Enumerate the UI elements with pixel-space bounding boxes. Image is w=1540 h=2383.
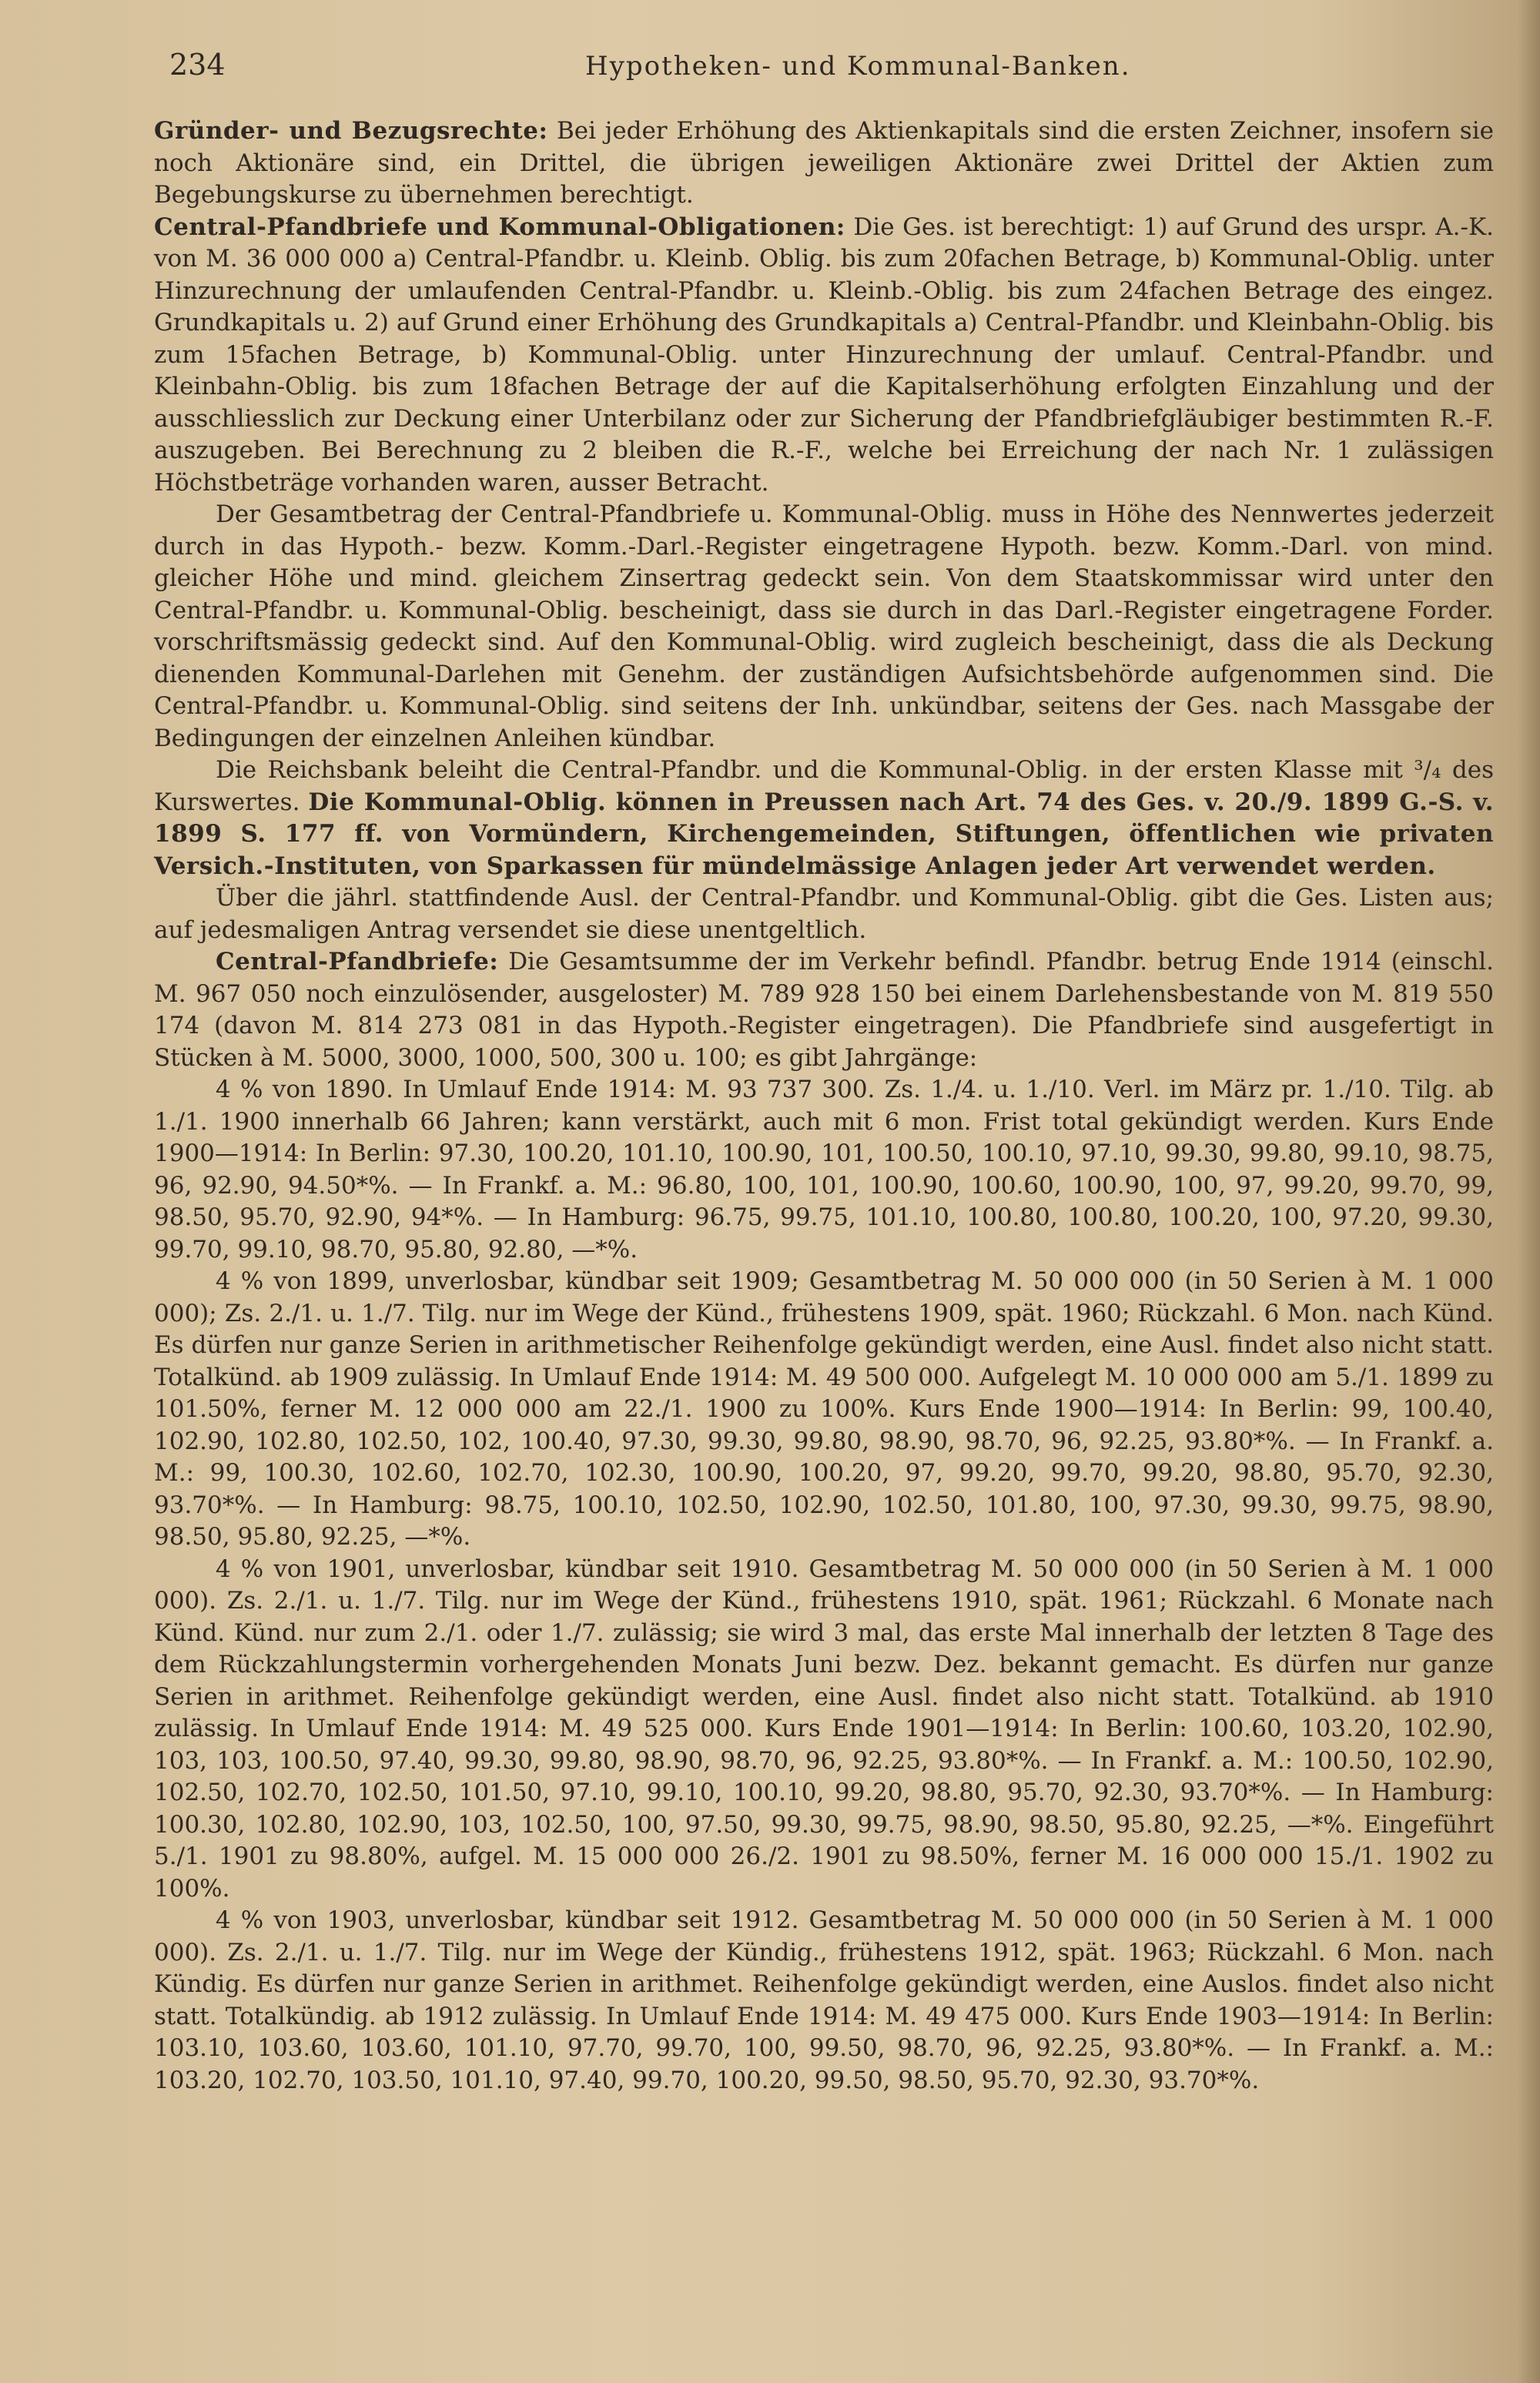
paragraph-central-pfandbriefe: [154, 946, 1494, 1074]
paragraph-bold-text: Die Kommunal-Oblig. können in Preussen nach Art. 74 des Ges. v. 20./9. 1899 G.-S. v. 1899 S. 177 ff. von Vormündern, Kirchengemeinden, Stiftungen, öffentlichen wie privaten Versich.-Instituten, von Sparkassen für mündelmässige Anlagen jeder Art verwendet werden.: [154, 788, 1494, 880]
paragraph-issue-1901: [154, 1554, 1494, 1906]
paragraph-text: Die Ges. ist berechtigt: 1) auf Grund des urspr. A.-K. von M. 36 000 000 a) Central-Pfandbr. u. Kleinb. Oblig. bis zum 20fachen Betrage, b) Kommunal-Oblig. unter Hinzurechnung der umlaufenden Central-Pfandbr. u. Kleinb.-Oblig. bis zum 24fachen Betrage des eingez. Grundkapitals u. 2) auf Grund einer Erhöhung des Grundkapitals a) Central-Pfandbr. und Kleinbahn-Oblig. bis zum 15fachen Betrage, b) Kommunal-Oblig. unter Hinzurechnung der umlauf. Central-Pfandbr. und Kleinbahn-Oblig. bis zum 18fachen Betrage der auf die Kapitalserhöhung erfolgten Einzahlung und der ausschliesslich zur Deckung einer Unterbilanz oder zur Sicherung der Pfandbriefgläubiger bestimmten R.-F. auszugeben. Bei Berechnung zu 2 bleiben die R.-F., welche bei Erreichung der nach Nr. 1 zulässigen Höchstbeträge vorhanden waren, ausser Betracht.: [154, 213, 1494, 497]
page-body: [154, 115, 1494, 2097]
paragraph-text: 4 % von 1903, unverlosbar, kündbar seit 1912. Gesamtbetrag M. 50 000 000 (in 50 Serien à M. 1 000 000). Zs. 2./1. u. 1./7. Tilg. nur im Wege der Kündig., frühestens 1912, spät. 1963; Rückzahl. 6 Mon. nach Kündig. Es dürfen nur ganze Serien in arithmet. Reihenfolge gekündigt werden, eine Auslos. findet also nicht statt. Totalkündig. ab 1912 zulässig. In Umlauf Ende 1914: M. 49 475 000. Kurs Ende 1903—1914: In Berlin: 103.10, 103.60, 103.60, 101.10, 97.70, 99.70, 100, 99.50, 98.70, 96, 92.25, 93.80*%. — In Frankf. a. M.: 103.20, 102.70, 103.50, 101.10, 97.40, 99.70, 100.20, 99.50, 98.50, 95.70, 92.30, 93.70*%.: [154, 1906, 1494, 2094]
paragraph-text: Die Gesamtsumme der im Verkehr befindl. Pfandbr. betrug Ende 1914 (einschl. M. 967 050 noch einzulösender, ausgeloster) M. 789 928 150 bei einem Darlehensbestande von M. 819 550 174 (davon M. 814 273 081 in das Hypoth.-Register eingetragen). Die Pfandbriefe sind ausgefertigt in Stücken à M. 5000, 3000, 1000, 500, 300 u. 100; es gibt Jahrgänge:: [154, 948, 1495, 1072]
paragraph-heading: Central-Pfandbriefe:: [216, 948, 499, 976]
page-edge-shadow: [1517, 0, 1540, 2383]
paragraph-text: Der Gesamtbetrag der Central-Pfandbriefe u. Kommunal-Oblig. muss in Höhe des Nennwertes jederzeit durch in das Hypoth.- bezw. Komm.-Darl.-Register eingetragene Hypoth. bezw. Komm.-Darl. von mind. gleicher Höhe und mind. gleichem Zinsertrag gedeckt sein. Von dem Staatskommissar wird unter den Central-Pfandbr. u. Kommunal-Oblig. bescheinigt, dass sie durch in das Darl.-Register eingetragene Forder. vorschriftsmässig gedeckt sind. Auf den Kommunal-Oblig. wird zugleich bescheinigt, dass die als Deckung dienenden Kommunal-Darlehen mit Genehm. der zuständigen Aufsichtsbehörde aufgenommen sind. Die Central-Pfandbr. u. Kommunal-Oblig. sind seitens der Inh. unkündbar, seitens der Ges. nach Massgabe der Bedingungen der einzelnen Anleihen kündbar.: [154, 500, 1494, 752]
paragraph-text: 4 % von 1890. In Umlauf Ende 1914: M. 93 737 300. Zs. 1./4. u. 1./10. Verl. im März pr. 1./10. Tilg. ab 1./1. 1900 innerhalb 66 Jahren; kann verstärkt, auch mit 6 mon. Frist total gekündigt werden. Kurs Ende 1900—1914: In Berlin: 97.30, 100.20, 101.10, 100.90, 101, 100.50, 100.10, 97.10, 99.30, 99.80, 99.10, 98.75, 96, 92.90, 94.50*%. — In Frankf. a. M.: 96.80, 100, 101, 100.90, 100.60, 100.90, 100, 97, 99.20, 99.70, 99, 98.50, 95.70, 92.90, 94*%. — In Hamburg: 96.75, 99.75, 101.10, 100.80, 100.80, 100.20, 100, 97.20, 99.30, 99.70, 99.10, 98.70, 95.80, 92.80, —*%.: [154, 1076, 1494, 1263]
paragraph-reichsbank: [154, 755, 1494, 882]
paragraph-text: Die Reichsbank beleiht die Central-Pfandbr. und die Kommunal-Oblig. in der ersten Klasse mit ³/₄ des Kurswertes.: [154, 756, 1494, 816]
paragraph-text: Über die jährl. stattfindende Ausl. der Central-Pfandbr. und Kommunal-Oblig. gibt die Ges. Listen aus; auf jedesmaligen Antrag versendet sie diese unentgeltlich.: [154, 884, 1494, 944]
paragraph-heading: Gründer- und Bezugsrechte:: [154, 117, 548, 145]
page-number: 234: [169, 48, 226, 82]
paragraph-gruender: [154, 115, 1494, 212]
paragraph-auslosung: [154, 882, 1494, 946]
page-header: [169, 48, 1494, 94]
running-title: Hypotheken- und Kommunal-Banken.: [585, 51, 1131, 82]
paragraph-text: Bei jeder Erhöhung des Aktienkapitals sind die ersten Zeichner, insofern sie noch Aktionäre sind, ein Drittel, die übrigen jeweiligen Aktionäre zwei Drittel der Aktien zum Begebungskurse zu übernehmen berechtigt.: [154, 117, 1494, 209]
paragraph-issue-1890: [154, 1074, 1494, 1266]
paragraph-issue-1899: [154, 1266, 1494, 1554]
paragraph-issue-1903: [154, 1905, 1494, 2097]
paragraph-text: 4 % von 1901, unverlosbar, kündbar seit 1910. Gesamtbetrag M. 50 000 000 (in 50 Serien à M. 1 000 000). Zs. 2./1. u. 1./7. Tilg. nur im Wege der Künd., frühestens 1910, spät. 1961; Rückzahl. 6 Monate nach Künd. Künd. nur zum 2./1. oder 1./7. zulässig; sie wird 3 mal, das erste Mal innerhalb der letzten 8 Tage des dem Rückzahlungstermin vorhergehenden Monats Juni bezw. Dez. bekannt gemacht. Es dürfen nur ganze Serien in arithmet. Reihenfolge gekündigt werden, eine Ausl. findet also nicht statt. Totalkünd. ab 1910 zulässig. In Umlauf Ende 1914: M. 49 525 000. Kurs Ende 1901—1914: In Berlin: 100.60, 103.20, 102.90, 103, 103, 100.50, 97.40, 99.30, 99.80, 98.90, 98.70, 96, 92.25, 93.80*%. — In Frankf. a. M.: 100.50, 102.90, 102.50, 102.70, 102.50, 101.50, 97.10, 99.10, 100.10, 99.20, 98.80, 95.70, 92.30, 93.70*%. — In Hamburg: 100.30, 102.80, 102.90, 103, 102.50, 100, 97.50, 99.30, 99.75, 98.90, 98.50, 95.80, 92.25, —*%. Eingeführt 5./1. 1901 zu 98.80%, aufgel. M. 15 000 000 26./2. 1901 zu 98.50%, ferner M. 16 000 000 15./1. 1902 zu 100%.: [154, 1555, 1494, 1903]
paragraph-text: 4 % von 1899, unverlosbar, kündbar seit 1909; Gesamtbetrag M. 50 000 000 (in 50 Serien à M. 1 000 000); Zs. 2./1. u. 1./7. Tilg. nur im Wege der Künd., frühestens 1909, spät. 1960; Rückzahl. 6 Mon. nach Künd. Es dürfen nur ganze Serien in arithmetischer Reihenfolge gekündigt werden, eine Ausl. findet also nicht statt. Totalkünd. ab 1909 zulässig. In Umlauf Ende 1914: M. 49 500 000. Aufgelegt M. 10 000 000 am 5./1. 1899 zu 101.50%, ferner M. 12 000 000 am 22./1. 1900 zu 100%. Kurs Ende 1900—1914: In Berlin: 99, 100.40, 102.90, 102.80, 102.50, 102, 100.40, 97.30, 99.30, 99.80, 98.90, 98.70, 96, 92.25, 93.80*%. — In Frankf. a. M.: 99, 100.30, 102.60, 102.70, 102.30, 100.90, 100.20, 97, 99.20, 99.70, 99.20, 98.80, 95.70, 92.30, 93.70*%. — In Hamburg: 98.75, 100.10, 102.50, 102.90, 102.50, 101.80, 100, 97.30, 99.30, 99.75, 98.90, 98.50, 95.80, 92.25, —*%.: [154, 1267, 1494, 1551]
paragraph-heading: Central-Pfandbriefe und Kommunal-Obligationen:: [154, 213, 845, 241]
paragraph-gesamtbetrag: [154, 499, 1494, 755]
paragraph-central-pfandbriefe-kommunal: [154, 212, 1494, 500]
